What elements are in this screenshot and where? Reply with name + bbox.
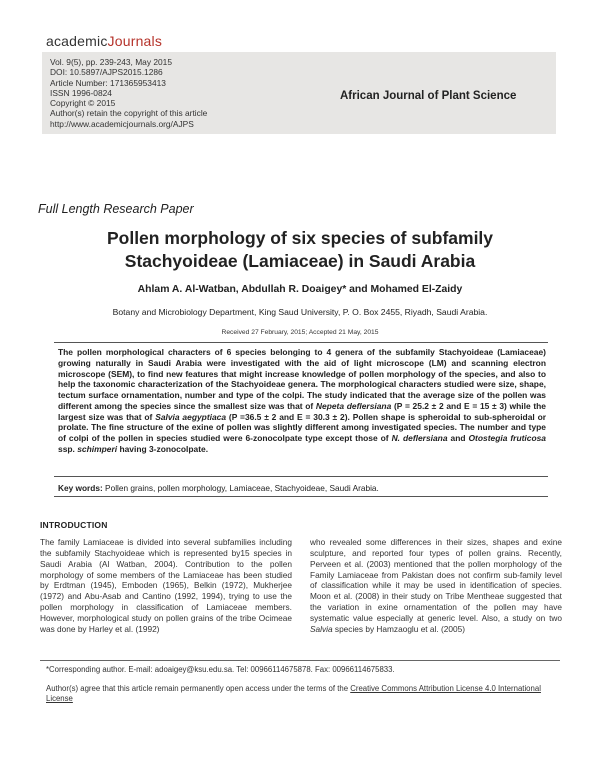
abstract-text: ssp. — [58, 443, 78, 454]
intro-text: species by Hamzaoglu et al. (2005) — [332, 623, 465, 634]
corresponding-author-note: *Corresponding author. E-mail: adoaigey@ksu.edu.sa. Tel: 00966114675878. Fax: 00966114675833. — [46, 665, 395, 674]
received-dates: Received 27 February, 2015; Accepted 21 May, 2015 — [221, 329, 379, 336]
license-note — [46, 684, 554, 704]
paper-type: Full Length Research Paper — [38, 202, 194, 216]
intro-text: who revealed some differences in their sizes, shapes and exine sculpture, and reported four types of pollen grains. Recently, Perveen et al. (2003) mentioned that the pollen morphology of the Family Lamiaceae from Pakistan does not confirm sub-family level of classification while it may be used in identification of species. Moon et al. (2008) in their study on Tribe Mentheae suggested that the variation in exine ornamentation of the pollen may have systematic value especially at generic level. Also, a study on two — [310, 537, 562, 623]
journal-name: African Journal of Plant Science — [340, 90, 517, 102]
abstract-text: having 3-zonocolpate. — [117, 443, 209, 454]
meta-doi: DOI: 10.5897/AJPS2015.1286 — [50, 67, 163, 78]
logo-text-academic: academic — [46, 33, 108, 49]
keywords-label: Key words: — [58, 483, 103, 493]
genus-name: Salvia — [310, 623, 333, 634]
section-heading-introduction: INTRODUCTION — [40, 520, 108, 530]
abstract-bottom-rule — [54, 476, 548, 477]
keywords-bottom-rule — [54, 496, 548, 497]
meta-issn: ISSN 1996-0824 — [50, 87, 112, 98]
abstract-text: (P =36.5 ± 2 and E = 30.3 ± 2). Pollen shape is spheroidal to sub-spheroidal or prolate. The fine structure of the exine of pollen was slightly different among investigated species. The number and type of colpi of the pollen in species studied were 6-zonocolpate type except those of — [58, 411, 547, 443]
keywords-text: Pollen grains, pollen morphology, Lamiaceae, Stachyoideae, Saudi Arabia. — [102, 483, 379, 493]
paper-title — [30, 227, 570, 273]
species-name: schimperi — [77, 443, 118, 454]
meta-volume: Vol. 9(5), pp. 239-243, May 2015 — [50, 57, 172, 67]
article-metadata — [50, 57, 207, 129]
abstract — [58, 347, 546, 455]
keywords — [58, 483, 546, 493]
publisher-logo — [46, 33, 162, 49]
species-name: Salvia aegyptiaca — [155, 411, 227, 422]
title-line-1: Pollen morphology of six species of subfamily — [106, 228, 494, 248]
title-line-2: Stachyoideae (Lamiaceae) in Saudi Arabia — [124, 251, 476, 271]
abstract-top-rule — [54, 342, 548, 343]
intro-column-left: The family Lamiaceae is divided into several subfamilies including the subfamily Stachyoideae which is represented by15 species in Saudi Arabia (Al Watban, 2004). Contribution to the pollen morphology of some members of the Lamiaceae has been studied by Erdtman (1945), Emboden (1965), Belkin (1972), Mukherjee (1972) and Abu-Asab and Cantino (1992, 1994), trying to use the pollen morphology in classification of Lamiaceae members. However, morphological study on pollen grains of the tribe Ocimeae was done by Harley et al. (1992) — [40, 537, 292, 634]
species-name: Otostegia fruticosa — [468, 433, 546, 443]
affiliation: Botany and Microbiology Department, King Saud University, P. O. Box 2455, Riyadh, Saudi Arabia. — [112, 307, 488, 317]
abstract-text: and — [447, 433, 469, 443]
species-name: N. deflersiana — [391, 433, 448, 443]
meta-author-rights: Author(s) retain the copyright of this article — [50, 108, 208, 119]
logo-text-journals: Journals — [107, 33, 163, 49]
meta-article-number: Article Number: 171365953413 — [50, 77, 166, 88]
footnote-rule — [40, 660, 560, 661]
meta-journal-url[interactable]: http://www.academicjournals.org/AJPS — [50, 118, 194, 129]
authors: Ahlam A. Al-Watban, Abdullah R. Doaigey* and Mohamed El-Zaidy — [137, 284, 463, 295]
meta-copyright: Copyright © 2015 — [50, 98, 116, 109]
license-link[interactable]: Creative Commons Attribution License 4.0 International License — [46, 684, 541, 703]
species-name: Nepeta deflersiana — [315, 400, 392, 411]
abstract-text: The pollen morphological characters of 6 species belonging to 4 genera of the subfamily Stachyoideae (Lamiaceae) growing naturally in Saudi Arabia were investigated with the aid of light microscope (LM) and scanning electron microscope (SEM), to find new features that might increase knowledge of pollen morphology of the species, and also to help the taxonomic characterization of the Stachyoideae genera. The morphological characters studied were size, shape, tectum surface ornamentation, number and type of the colpi. The study indicated that the average size of the pollen was different among the species since the smallest size was that of — [58, 347, 546, 411]
abstract-text: (P = 25.2 ± 2 and E = 15 ± 3) while the largest size was that of — [58, 400, 546, 422]
license-text: Author(s) agree that this article remain permanently open access under the terms of the — [46, 684, 351, 693]
intro-column-right — [310, 537, 562, 635]
